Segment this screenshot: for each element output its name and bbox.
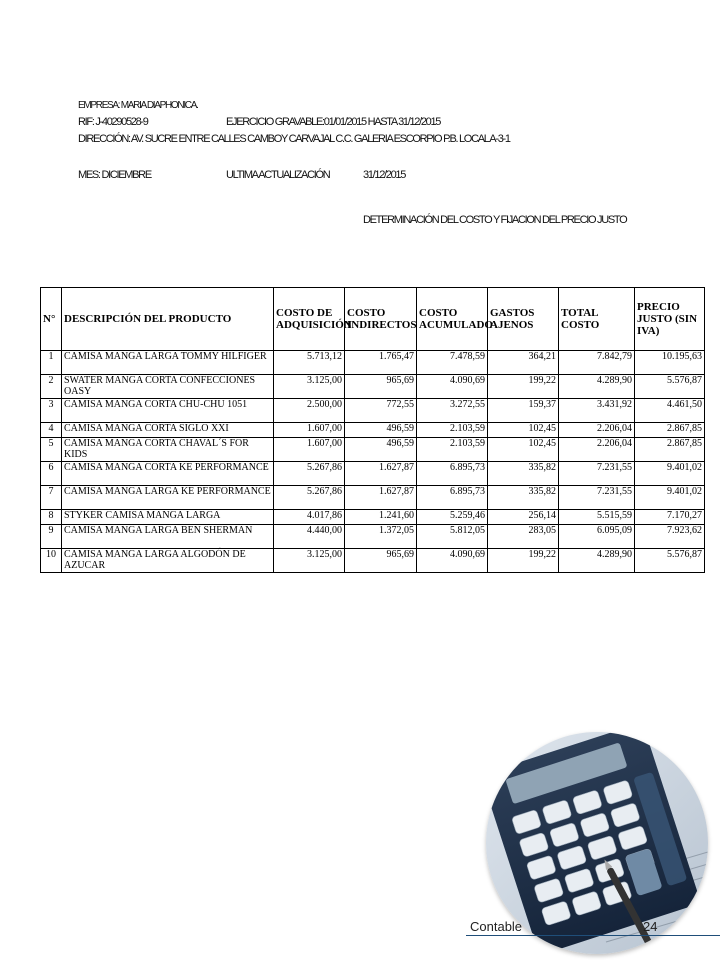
row-number-cell: 1 (41, 351, 62, 375)
accumulated-cost-cell: 4.090,69 (417, 549, 488, 573)
last-update-date: 31/12/2015 (363, 169, 406, 181)
table-row (41, 486, 705, 510)
month: MES: DICIEMBRE (78, 169, 151, 181)
total-cost-cell: 2.206,04 (559, 438, 635, 462)
table-row (41, 549, 705, 573)
col-header-total-cost: TOTAL COSTO (559, 288, 635, 351)
fair-price-cell: 9.401,02 (635, 486, 705, 510)
footer-label: Contable (470, 919, 523, 934)
product-description-cell: CAMISA MANGA CORTA KE PERFORMANCE (62, 462, 274, 486)
accumulated-cost-cell: 4.090,69 (417, 375, 488, 399)
fair-price-cell: 2.867,85 (635, 423, 705, 438)
external-expenses-cell: 335,82 (488, 462, 559, 486)
row-number-cell: 7 (41, 486, 62, 510)
total-cost-cell: 6.095,09 (559, 525, 635, 549)
fiscal-period: EJERCICIO GRAVABLE:01/01/2015 HASTA 31/12/2015 (226, 116, 441, 128)
row-number-cell: 8 (41, 510, 62, 525)
indirect-cost-cell: 772,55 (345, 399, 417, 423)
col-header-description: DESCRIPCIÓN DEL PRODUCTO (62, 288, 274, 351)
fair-price-cell: 5.576,87 (635, 549, 705, 573)
external-expenses-cell: 102,45 (488, 438, 559, 462)
product-description-cell: CAMISA MANGA CORTA CHU-CHU 1051 (62, 399, 274, 423)
indirect-cost-cell: 1.241,60 (345, 510, 417, 525)
fair-price-cell: 7.923,62 (635, 525, 705, 549)
table-row (41, 462, 705, 486)
external-expenses-cell: 256,14 (488, 510, 559, 525)
indirect-cost-cell: 1.765,47 (345, 351, 417, 375)
external-expenses-cell: 159,37 (488, 399, 559, 423)
row-number-cell: 10 (41, 549, 62, 573)
fair-price-cell: 2.867,85 (635, 438, 705, 462)
indirect-cost-cell: 965,69 (345, 375, 417, 399)
accumulated-cost-cell: 2.103,59 (417, 438, 488, 462)
accumulated-cost-cell: 6.895,73 (417, 486, 488, 510)
acquisition-cost-cell: 2.500,00 (274, 399, 345, 423)
row-number-cell: 6 (41, 462, 62, 486)
table-row (41, 399, 705, 423)
table-row (41, 351, 705, 375)
fair-price-cell: 5.576,87 (635, 375, 705, 399)
table-row (41, 525, 705, 549)
product-description-cell: CAMISA MANGA LARGA BEN SHERMAN (62, 525, 274, 549)
accumulated-cost-cell: 2.103,59 (417, 423, 488, 438)
accumulated-cost-cell: 6.895,73 (417, 462, 488, 486)
fair-price-cell: 4.461,50 (635, 399, 705, 423)
col-header-number: N° (41, 288, 62, 351)
external-expenses-cell: 335,82 (488, 486, 559, 510)
col-header-indirect-cost: COSTO INDIRECTOS (345, 288, 417, 351)
indirect-cost-cell: 496,59 (345, 423, 417, 438)
row-number-cell: 3 (41, 399, 62, 423)
total-cost-cell: 4.289,90 (559, 375, 635, 399)
total-cost-cell: 2.206,04 (559, 423, 635, 438)
total-cost-cell: 4.289,90 (559, 549, 635, 573)
col-header-external-expenses: GASTOS AJENOS (488, 288, 559, 351)
acquisition-cost-cell: 4.017,86 (274, 510, 345, 525)
total-cost-cell: 7.231,55 (559, 486, 635, 510)
acquisition-cost-cell: 3.125,00 (274, 549, 345, 573)
external-expenses-cell: 283,05 (488, 525, 559, 549)
indirect-cost-cell: 1.372,05 (345, 525, 417, 549)
row-number-cell: 5 (41, 438, 62, 462)
row-number-cell: 4 (41, 423, 62, 438)
fair-price-cell: 10.195,63 (635, 351, 705, 375)
col-header-accumulated-cost: COSTO ACUMULADO (417, 288, 488, 351)
acquisition-cost-cell: 1.607,00 (274, 438, 345, 462)
fair-price-cell: 7.170,27 (635, 510, 705, 525)
rif-number: RIF: J-40290528-9 (78, 116, 148, 128)
last-update-label: ULTIMA ACTUALIZACIÓN (226, 169, 330, 181)
fair-price-cell: 9.401,02 (635, 462, 705, 486)
total-cost-cell: 5.515,59 (559, 510, 635, 525)
col-header-acquisition-cost: COSTO DE ADQUISICIÓN (274, 288, 345, 351)
external-expenses-cell: 364,21 (488, 351, 559, 375)
document-subtitle: DETERMINACIÓN DEL COSTO Y FIJACION DEL PRECIO JUSTO (363, 214, 627, 226)
product-description-cell: CAMISA MANGA CORTA CHAVAL´S FOR KIDS (62, 438, 274, 462)
indirect-cost-cell: 496,59 (345, 438, 417, 462)
indirect-cost-cell: 1.627,87 (345, 486, 417, 510)
total-cost-cell: 3.431,92 (559, 399, 635, 423)
indirect-cost-cell: 1.627,87 (345, 462, 417, 486)
acquisition-cost-cell: 5.267,86 (274, 462, 345, 486)
table-row (41, 423, 705, 438)
cost-table (40, 287, 705, 573)
row-number-cell: 2 (41, 375, 62, 399)
footer-divider (466, 935, 720, 936)
indirect-cost-cell: 965,69 (345, 549, 417, 573)
col-header-fair-price: PRECIO JUSTO (SIN IVA) (635, 288, 705, 351)
accumulated-cost-cell: 3.272,55 (417, 399, 488, 423)
acquisition-cost-cell: 4.440,00 (274, 525, 345, 549)
table-header-row (41, 288, 705, 351)
product-description-cell: CAMISA MANGA CORTA SIGLO XXI (62, 423, 274, 438)
address: DIRECCIÓN: AV. SUCRE ENTRE CALLES CAMBOY CARVAJAL C.C. GALERIA ESCORPIO P.B. LOCAL A-3-1 (78, 133, 510, 145)
acquisition-cost-cell: 3.125,00 (274, 375, 345, 399)
total-cost-cell: 7.231,55 (559, 462, 635, 486)
acquisition-cost-cell: 5.267,86 (274, 486, 345, 510)
acquisition-cost-cell: 5.713,12 (274, 351, 345, 375)
product-description-cell: SWATER MANGA CORTA CONFECCIONES OASY (62, 375, 274, 399)
product-description-cell: CAMISA MANGA LARGA KE PERFORMANCE (62, 486, 274, 510)
accumulated-cost-cell: 5.812,05 (417, 525, 488, 549)
table-row (41, 510, 705, 525)
table-row (41, 438, 705, 462)
external-expenses-cell: 102,45 (488, 423, 559, 438)
accumulated-cost-cell: 5.259,46 (417, 510, 488, 525)
page-number: 24 (643, 919, 658, 934)
acquisition-cost-cell: 1.607,00 (274, 423, 345, 438)
total-cost-cell: 7.842,79 (559, 351, 635, 375)
product-description-cell: CAMISA MANGA LARGA TOMMY HILFIGER (62, 351, 274, 375)
external-expenses-cell: 199,22 (488, 375, 559, 399)
product-description-cell: CAMISA MANGA LARGA ALGODÓN DE AZUCAR (62, 549, 274, 573)
table-row (41, 375, 705, 399)
accumulated-cost-cell: 7.478,59 (417, 351, 488, 375)
external-expenses-cell: 199,22 (488, 549, 559, 573)
company-name: EMPRESA: MARIA DIAPHONICA. (78, 100, 198, 111)
row-number-cell: 9 (41, 525, 62, 549)
product-description-cell: STYKER CAMISA MANGA LARGA (62, 510, 274, 525)
